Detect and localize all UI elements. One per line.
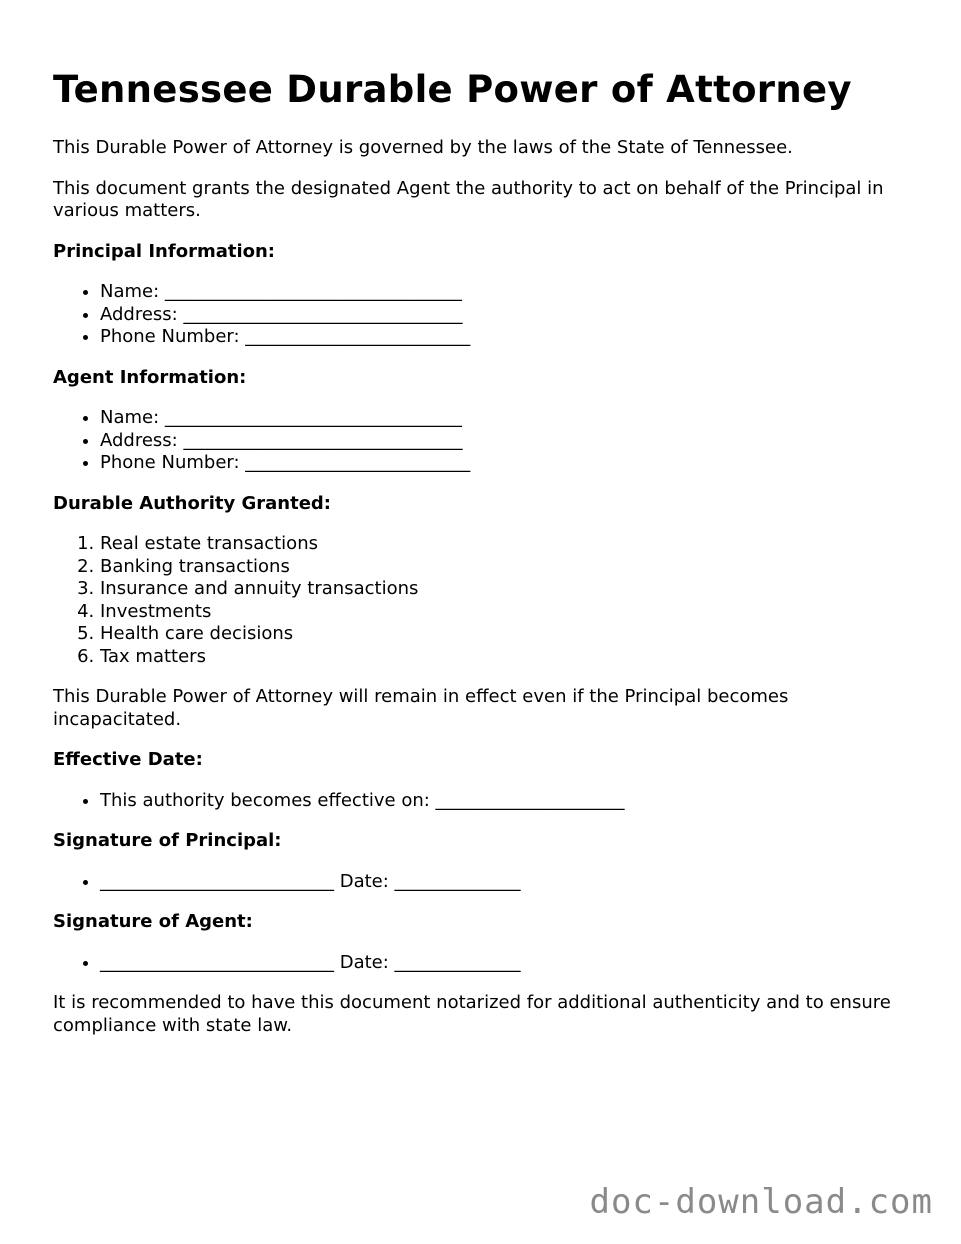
- principal-signature-list: [53, 871, 913, 894]
- authority-item: 6. Tax matters: [100, 646, 913, 669]
- document-title: Tennessee Durable Power of Attorney: [53, 68, 852, 111]
- watermark: doc-download.com: [589, 1182, 933, 1222]
- authority-item: 5. Health care decisions: [100, 623, 913, 646]
- agent-signature-list: [53, 952, 913, 975]
- agent-info-list: [53, 407, 913, 475]
- effective-date-field: • This authority becomes effective on: _____________________: [100, 790, 913, 813]
- principal-signature-field: • __________________________ Date: ______________: [100, 871, 913, 894]
- authority-list: [53, 533, 913, 668]
- agent-phone-field: • Phone Number: _________________________: [100, 452, 913, 475]
- closing-note: It is recommended to have this document notarized for additional authenticity and to ensure compliance with state law.: [53, 992, 891, 1036]
- principal-signature-heading: Signature of Principal:: [53, 830, 282, 851]
- authority-item: 1. Real estate transactions: [100, 533, 913, 556]
- document-page: [53, 68, 913, 1055]
- authority-item: 2. Banking transactions: [100, 556, 913, 579]
- agent-address-field: • Address: _______________________________: [100, 430, 913, 453]
- agent-signature-heading: Signature of Agent:: [53, 911, 253, 932]
- principal-phone-field: • Phone Number: _________________________: [100, 326, 913, 349]
- agent-info-heading: Agent Information:: [53, 366, 247, 388]
- durability-statement: This Durable Power of Attorney will remain in effect even if the Principal becomes incapacitated.: [53, 686, 789, 730]
- principal-info-list: [53, 281, 913, 349]
- agent-signature-field: • __________________________ Date: ______________: [100, 952, 913, 975]
- authority-item: 4. Investments: [100, 601, 913, 624]
- intro-purpose: This document grants the designated Agent the authority to act on behalf of the Principal in various matters.: [53, 177, 884, 221]
- authority-heading: Durable Authority Granted:: [53, 492, 331, 514]
- intro-governing-law: This Durable Power of Attorney is governed by the laws of the State of Tennessee.: [53, 137, 793, 158]
- agent-name-field: • Name: _________________________________: [100, 407, 913, 430]
- principal-address-field: • Address: _______________________________: [100, 304, 913, 327]
- effective-date-heading: Effective Date:: [53, 749, 203, 770]
- effective-date-list: [53, 790, 913, 813]
- authority-item: 3. Insurance and annuity transactions: [100, 578, 913, 601]
- principal-name-field: • Name: _________________________________: [100, 281, 913, 304]
- principal-info-heading: Principal Information:: [53, 240, 276, 262]
